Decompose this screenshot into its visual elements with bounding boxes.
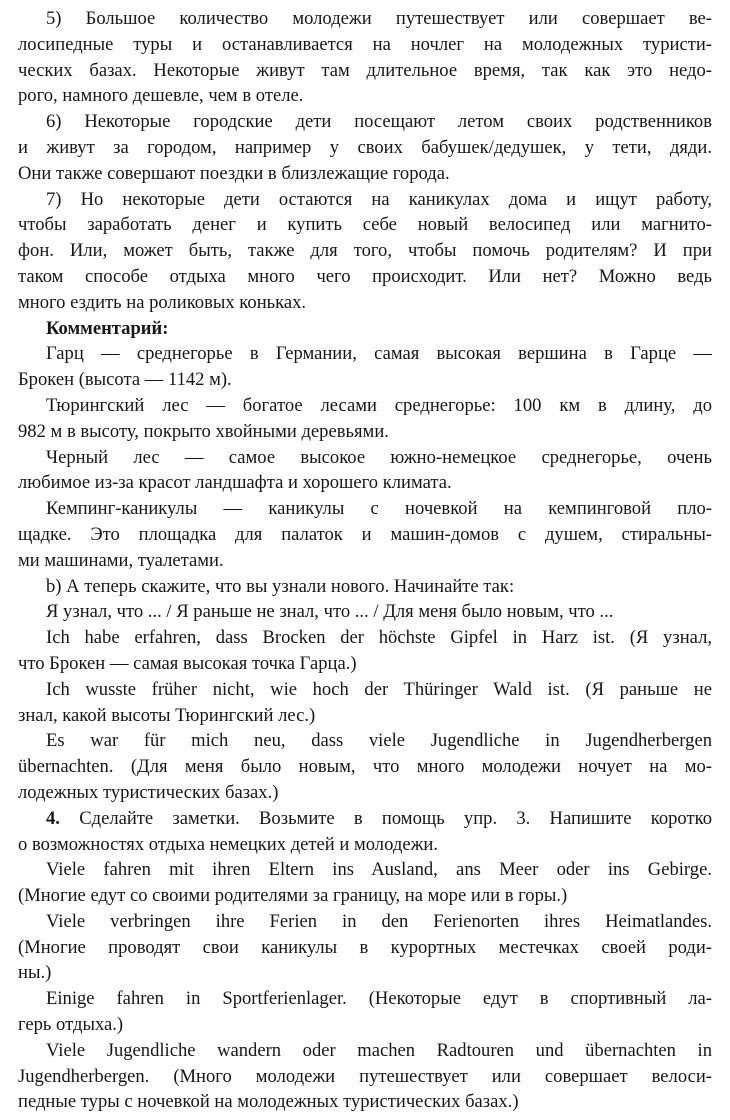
text-line: (Многие едут со своими родителями за границу, на море или в горы.) xyxy=(18,885,568,907)
text-line: фон. Или, может быть, также для того, чтобы помочь родителям? И при xyxy=(18,240,712,262)
text-line: Viele verbringen ihre Ferien in den Ferienorten ihres Heimatlandes. xyxy=(46,910,712,932)
text-line: übernachten. (Для меня было новым, что много молодежи ночует на мо- xyxy=(18,756,712,778)
text-line: Я узнал, что ... / Я раньше не знал, что ... / Для меня было новым, что ... xyxy=(46,601,614,623)
text-line: Es war für mich neu, dass viele Jugendliche in Jugendherbergen xyxy=(46,730,712,752)
document-page xyxy=(18,6,712,1115)
paragraph xyxy=(18,496,712,573)
paragraph xyxy=(18,109,712,186)
text-line: Тюрингский лес — богатое лесами среднегорье: 100 км в длину, до xyxy=(46,394,712,416)
text-line: ны.) xyxy=(18,962,52,984)
text-line: таком способе отдыха много чего происходит. Или нет? Можно ведь xyxy=(18,265,712,287)
paragraph xyxy=(18,677,712,729)
text-line: знал, какой высоты Тюрингский лес.) xyxy=(18,704,316,726)
line-text: Сделайте заметки. Возьмите в помощь упр. 3. Напишите коротко xyxy=(79,807,712,829)
paragraph xyxy=(18,341,712,393)
exercise-number: 4. xyxy=(46,807,60,829)
text-line: и живут за городом, например у своих бабушек/дедушек, у тети, дяди. xyxy=(18,136,712,158)
text-line: щадке. Это площадка для палаток и машин-домов с душем, стиральны- xyxy=(18,523,712,545)
section-heading xyxy=(18,316,712,342)
paragraph xyxy=(18,393,712,445)
text-line: герь отдыха.) xyxy=(18,1014,124,1036)
text-line: 982 м в высоту, покрыто хвойными деревьями. xyxy=(18,420,389,442)
text-line: ческих базах. Некоторые живут там длительное время, так как это недо- xyxy=(18,59,712,81)
paragraph xyxy=(18,574,712,600)
text-line: рого, намного дешевле, чем в отеле. xyxy=(18,85,304,107)
paragraph xyxy=(18,599,712,625)
text-line: Брокен (высота — 1142 м). xyxy=(18,369,232,391)
text-line: чтобы заработать денег и купить себе новый велосипед или магнито- xyxy=(18,214,712,236)
text-line: Гарц — среднегорье в Германии, самая высокая вершина в Гарце — xyxy=(46,343,712,365)
paragraph xyxy=(18,6,712,109)
text-line: (Многие проводят свои каникулы в курортных местечках своей роди- xyxy=(18,936,712,958)
paragraph xyxy=(18,1038,712,1115)
text-line: 7) Но некоторые дети остаются на каникулах дома и ищут работу, xyxy=(46,188,712,210)
text-line xyxy=(18,806,712,832)
text-line: много ездить на роликовых коньках. xyxy=(18,291,307,313)
text-line: о возможностях отдыха немецких детей и молодежи. xyxy=(18,833,439,855)
paragraph xyxy=(18,986,712,1038)
text-line: ми машинами, туалетами. xyxy=(18,549,224,571)
text-line: Viele Jugendliche wandern oder machen Radtouren und übernachten in xyxy=(46,1039,712,1061)
text-line: что Брокен — самая высокая точка Гарца.) xyxy=(18,652,357,674)
text-line: Einige fahren in Sportferienlager. (Некоторые едут в спортивный ла- xyxy=(46,988,712,1010)
text-line: b) А теперь скажите, что вы узнали нового. Начинайте так: xyxy=(46,575,515,597)
text-line: педные туры с ночевкой на молодежных туристических базах.) xyxy=(18,1091,519,1113)
paragraph xyxy=(18,445,712,497)
text-line: Они также совершают поездки в близлежащие города. xyxy=(18,162,450,184)
paragraph xyxy=(18,187,712,316)
text-line: любимое из-за красот ландшафта и хорошего климата. xyxy=(18,472,452,494)
text-line: Черный лес — самое высокое южно-немецкое среднегорье, очень xyxy=(46,446,712,468)
paragraph xyxy=(18,806,712,858)
paragraph xyxy=(18,728,712,805)
text-line: Ich habe erfahren, dass Brocken der höchste Gipfel in Harz ist. (Я узнал, xyxy=(46,627,712,649)
text-line: Jugendherbergen. (Много молодежи путешествует или совершает велоси- xyxy=(18,1065,712,1087)
text-line: Ich wusste früher nicht, wie hoch der Thüringer Wald ist. (Я раньше не xyxy=(46,678,712,700)
text-line: Комментарий: xyxy=(46,317,169,339)
text-line: 6) Некоторые городские дети посещают летом своих родственников xyxy=(46,111,712,133)
paragraph xyxy=(18,857,712,909)
text-line: Viele fahren mit ihren Eltern ins Ausland, ans Meer oder ins Gebirge. xyxy=(46,859,712,881)
paragraph xyxy=(18,909,712,986)
text-line: Кемпинг-каникулы — каникулы с ночевкой на кемпинговой пло- xyxy=(46,498,712,520)
paragraph xyxy=(18,625,712,677)
text-line: лодежных туристических базах.) xyxy=(18,781,279,803)
text-line: 5) Большое количество молодежи путешествует или совершает ве- xyxy=(46,8,712,29)
text-line: лосипедные туры и останавливается на ночлег на молодежных туристи- xyxy=(18,33,712,55)
